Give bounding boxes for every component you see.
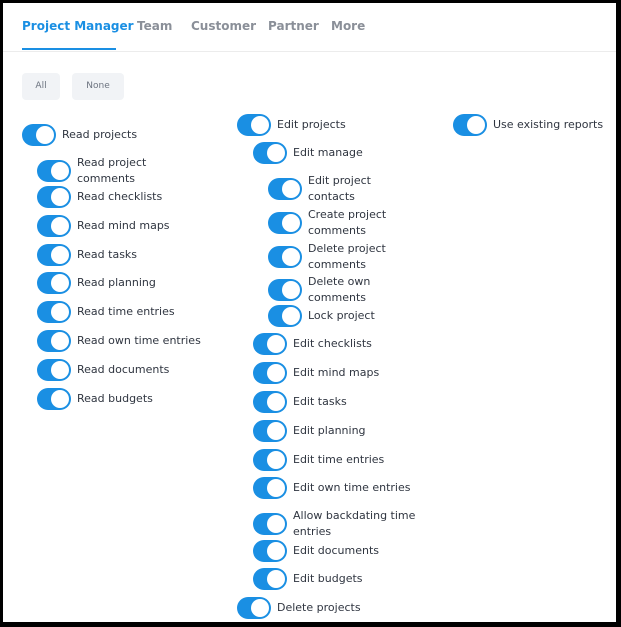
permission-edit-projects <box>237 114 437 136</box>
permission-label: Edit projects <box>277 118 346 131</box>
permission-label: Read documents <box>77 363 170 376</box>
permission-label: Create project comments <box>308 208 387 237</box>
toggle-knob <box>51 188 69 206</box>
toggle-knob <box>51 274 69 292</box>
permission-label: Read mind maps <box>77 219 170 232</box>
tab-customer[interactable]: Customer <box>191 19 257 33</box>
toggle-knob <box>282 281 300 299</box>
permission-read-mind-maps <box>37 215 227 237</box>
permission-delete-projects <box>237 597 437 619</box>
toggle-knob <box>51 361 69 379</box>
permission-use-existing-reports <box>453 114 613 136</box>
delete-projects-toggle[interactable] <box>237 597 271 619</box>
permission-label: Allow backdating time entries <box>293 509 416 538</box>
permission-read-own-time-entries <box>37 330 237 352</box>
edit-project-contacts-toggle[interactable] <box>268 178 302 200</box>
permission-label: Delete own comments <box>308 275 371 304</box>
toggle-knob <box>282 214 300 232</box>
permission-edit-checklists <box>253 333 443 355</box>
toggle-knob <box>51 162 69 180</box>
edit-planning-toggle[interactable] <box>253 420 287 442</box>
toggle-knob <box>267 479 285 497</box>
active-tab-indicator <box>22 48 116 50</box>
permission-read-tasks <box>37 244 227 266</box>
permission-edit-project-contacts <box>268 173 418 205</box>
edit-checklists-toggle[interactable] <box>253 333 287 355</box>
permission-label: Edit mind maps <box>293 366 380 379</box>
read-time-entries-toggle[interactable] <box>37 301 71 323</box>
toggle-knob <box>282 307 300 325</box>
toggle-knob <box>267 364 285 382</box>
toggle-knob <box>51 303 69 321</box>
permission-label: Edit documents <box>293 544 380 557</box>
select-all-button[interactable]: All <box>22 73 60 100</box>
read-checklists-toggle[interactable] <box>37 186 71 208</box>
toggle-knob <box>282 248 300 266</box>
permission-label: Read checklists <box>77 190 163 203</box>
toggle-knob <box>267 451 285 469</box>
permission-delete-own-comments <box>268 274 418 306</box>
permission-label: Edit budgets <box>293 572 363 585</box>
toggle-knob <box>267 393 285 411</box>
permission-allow-backdating-time-entries <box>253 508 453 540</box>
toggle-knob <box>267 144 285 162</box>
edit-mind-maps-toggle[interactable] <box>253 362 287 384</box>
permission-label: Delete project comments <box>308 242 386 271</box>
toggle-knob <box>267 422 285 440</box>
read-mind-maps-toggle[interactable] <box>37 215 71 237</box>
permissions-panel <box>3 3 616 622</box>
permission-edit-own-time-entries <box>253 477 453 499</box>
read-planning-toggle[interactable] <box>37 272 71 294</box>
permission-label: Edit project contacts <box>308 174 371 203</box>
permission-label: Read planning <box>77 276 156 289</box>
tab-more[interactable]: More <box>331 19 366 33</box>
read-projects-toggle[interactable] <box>22 124 56 146</box>
permission-read-projects <box>22 124 222 146</box>
read-budgets-toggle[interactable] <box>37 388 71 410</box>
permission-edit-mind-maps <box>253 362 443 384</box>
permission-label: Read budgets <box>77 392 153 405</box>
permission-label: Edit manage <box>293 146 363 159</box>
toggle-knob <box>51 332 69 350</box>
permission-label: Delete projects <box>277 601 361 614</box>
permission-edit-planning <box>253 420 443 442</box>
toggle-knob <box>51 246 69 264</box>
permission-read-time-entries <box>37 301 227 323</box>
permission-label: Read own time entries <box>77 334 201 347</box>
permission-label: Read project comments <box>77 156 147 185</box>
permission-label: Edit planning <box>293 424 366 437</box>
delete-project-comments-toggle[interactable] <box>268 246 302 268</box>
edit-manage-toggle[interactable] <box>253 142 287 164</box>
toggle-knob <box>267 570 285 588</box>
read-tasks-toggle[interactable] <box>37 244 71 266</box>
permission-read-budgets <box>37 388 227 410</box>
permission-read-planning <box>37 272 227 294</box>
toggle-knob <box>267 542 285 560</box>
toggle-knob <box>467 116 485 134</box>
permission-create-project-comments <box>268 207 438 239</box>
permission-edit-tasks <box>253 391 443 413</box>
permission-label: Read time entries <box>77 305 175 318</box>
permission-read-project-comments <box>37 155 187 187</box>
permission-label: Use existing reports <box>493 118 604 131</box>
permission-label: Edit checklists <box>293 337 372 350</box>
edit-time-entries-toggle[interactable] <box>253 449 287 471</box>
toggle-knob <box>51 390 69 408</box>
permission-label: Read tasks <box>77 248 138 261</box>
edit-own-time-entries-toggle[interactable] <box>253 477 287 499</box>
edit-budgets-toggle[interactable] <box>253 568 287 590</box>
permission-read-documents <box>37 359 227 381</box>
use-existing-reports-toggle[interactable] <box>453 114 487 136</box>
tab-partner[interactable]: Partner <box>268 19 319 33</box>
read-project-comments-toggle[interactable] <box>37 160 71 182</box>
edit-projects-toggle[interactable] <box>237 114 271 136</box>
permission-label: Lock project <box>308 309 375 322</box>
permission-read-checklists <box>37 186 227 208</box>
toggle-knob <box>267 515 285 533</box>
permission-edit-manage <box>253 142 443 164</box>
allow-backdating-time-entries-toggle[interactable] <box>253 513 287 535</box>
select-none-button[interactable]: None <box>72 73 124 100</box>
toggle-knob <box>36 126 54 144</box>
permission-label: Edit own time entries <box>293 481 411 494</box>
permission-lock-project <box>268 305 438 327</box>
permission-edit-documents <box>253 540 443 562</box>
toggle-knob <box>251 599 269 617</box>
tab-bar <box>3 3 616 52</box>
read-documents-toggle[interactable] <box>37 359 71 381</box>
edit-documents-toggle[interactable] <box>253 540 287 562</box>
read-own-time-entries-toggle[interactable] <box>37 330 71 352</box>
create-project-comments-toggle[interactable] <box>268 212 302 234</box>
permission-label: Edit time entries <box>293 453 385 466</box>
toggle-knob <box>51 217 69 235</box>
permission-edit-budgets <box>253 568 443 590</box>
permission-label: Read projects <box>62 128 138 141</box>
edit-tasks-toggle[interactable] <box>253 391 287 413</box>
toggle-knob <box>282 180 300 198</box>
toggle-knob <box>251 116 269 134</box>
permission-label: Edit tasks <box>293 395 347 408</box>
tab-team[interactable]: Team <box>137 19 173 33</box>
lock-project-toggle[interactable] <box>268 305 302 327</box>
delete-own-comments-toggle[interactable] <box>268 279 302 301</box>
permission-delete-project-comments <box>268 241 438 273</box>
permission-edit-time-entries <box>253 449 443 471</box>
toggle-knob <box>267 335 285 353</box>
tab-project-manager[interactable]: Project Manager <box>22 19 134 33</box>
